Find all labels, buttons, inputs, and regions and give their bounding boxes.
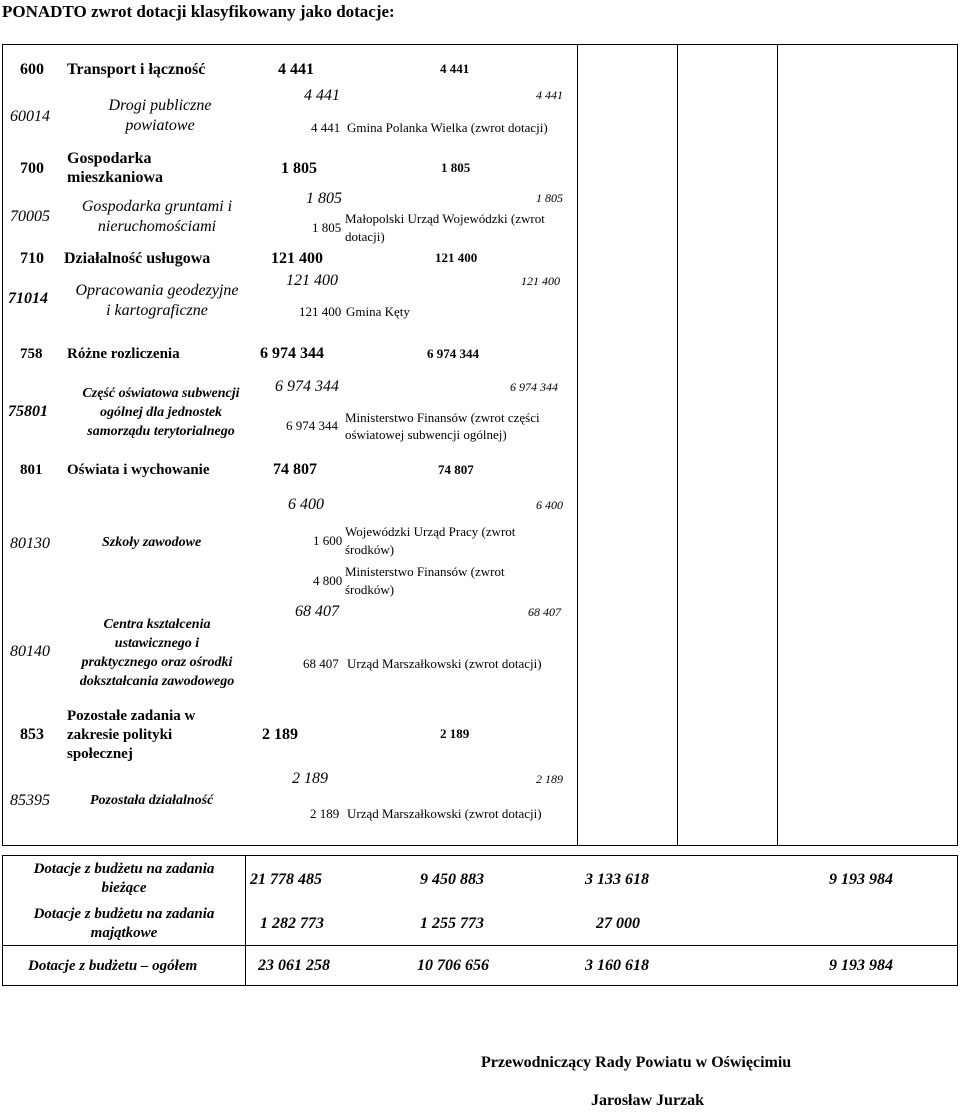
row-80130-amount2: 6 400: [536, 498, 563, 512]
row-700-amount: 1 805: [281, 160, 317, 177]
row-80130-line1-desc-l2: środków): [345, 542, 395, 557]
summary-ogolem-v4: 9 193 984: [829, 957, 893, 974]
row-75801-line-desc-l1: Ministerstwo Finansów (zwrot części: [345, 410, 540, 425]
row-71014-name-l1: Opracowania geodezyjne: [75, 282, 239, 299]
summary-biezace-v3: 3 133 618: [585, 871, 649, 888]
row-600-amount: 4 441: [278, 61, 314, 78]
row-853-name-l2: zakresie polityki: [67, 727, 173, 743]
row-801-amount: 74 807: [273, 461, 317, 478]
summary-majatkowe-label-l1: Dotacje z budżetu na zadania: [33, 906, 215, 922]
row-80140-code: 80140: [10, 643, 50, 660]
summary-majatkowe-v3: 27 000: [596, 915, 640, 932]
row-600-code: 600: [20, 61, 44, 78]
signature-name: Jarosław Jurzak: [591, 1092, 705, 1109]
row-80130-amount: 6 400: [288, 496, 324, 513]
row-60014-amount2: 4 441: [536, 88, 563, 102]
row-80140-name-l1: Centra kształcenia: [103, 617, 211, 632]
row-70005-line-desc-l2: dotacji): [345, 229, 385, 244]
row-758-code: 758: [20, 346, 43, 362]
row-853-name-l3: społecznej: [67, 746, 133, 762]
row-80140-name-l2: ustawicznego i: [114, 636, 200, 651]
page-heading: PONADTO zwrot dotacji klasyfikowany jako dotacje:: [2, 2, 395, 21]
row-758-name: Różne rozliczenia: [67, 346, 180, 362]
row-71014-code: 71014: [8, 290, 48, 307]
row-80130-line2-desc-l2: środków): [345, 582, 395, 597]
row-80130-line2-amount: 4 800: [313, 573, 343, 588]
row-85395-amount2: 2 189: [536, 772, 563, 786]
row-710-code: 710: [20, 250, 44, 267]
row-70005-amount2: 1 805: [536, 191, 563, 205]
summary-biezace-v1: 21 778 485: [250, 871, 322, 888]
row-75801-code: 75801: [8, 403, 48, 420]
row-80140-amount2: 68 407: [528, 605, 561, 619]
row-75801-line-desc-l2: oświatowej subwencji ogólnej): [345, 427, 507, 442]
row-75801-name-l1: Część oświatowa subwencji: [82, 386, 240, 401]
row-710-name: Działalność usługowa: [64, 250, 211, 267]
row-80130-line2-desc-l1: Ministerstwo Finansów (zwrot: [345, 564, 505, 579]
row-801-amount2: 74 807: [438, 462, 474, 477]
row-710-amount: 121 400: [271, 250, 323, 267]
summary-ogolem-v2: 10 706 656: [417, 957, 489, 974]
row-85395-line-amount: 2 189: [310, 806, 340, 821]
signature-title: Przewodniczący Rady Powiatu w Oświęcimiu: [481, 1054, 792, 1071]
summary-biezace-v2: 9 450 883: [420, 871, 484, 888]
row-60014-name-l1: Drogi publiczne: [108, 97, 212, 114]
row-60014-amount: 4 441: [304, 87, 340, 104]
row-80130-line1-desc-l1: Wojewódzki Urząd Pracy (zwrot: [345, 524, 516, 539]
row-75801-line-amount: 6 974 344: [286, 418, 338, 433]
row-60014-name-l2: powiatowe: [125, 117, 195, 134]
row-71014-amount2: 121 400: [521, 274, 560, 288]
row-80130-line1-amount: 1 600: [313, 533, 343, 548]
row-700-amount2: 1 805: [441, 160, 471, 175]
row-85395-code: 85395: [10, 792, 50, 809]
row-75801-amount: 6 974 344: [275, 378, 339, 395]
row-80140-name-l4: dokształcania zawodowego: [79, 674, 235, 689]
row-60014-line-desc: Gmina Polanka Wielka (zwrot dotacji): [347, 120, 548, 135]
row-80140-line-desc: Urząd Marszałkowski (zwrot dotacji): [347, 656, 542, 671]
row-70005-line-amount: 1 805: [312, 220, 342, 235]
row-70005-line-desc-l1: Małopolski Urząd Wojewódzki (zwrot: [345, 211, 545, 226]
row-600-amount2: 4 441: [440, 61, 470, 76]
row-80140-amount: 68 407: [295, 603, 339, 620]
row-801-name: Oświata i wychowanie: [67, 462, 210, 478]
row-700-name-l1: Gospodarka: [67, 150, 152, 167]
summary-majatkowe-v1: 1 282 773: [260, 915, 324, 932]
row-70005-amount: 1 805: [306, 190, 342, 207]
summary-biezace-label-l1: Dotacje z budżetu na zadania: [33, 861, 215, 877]
row-71014-amount: 121 400: [286, 272, 338, 289]
row-75801-name-l2: ogólnej dla jednostek: [99, 405, 223, 420]
row-60014-code: 60014: [10, 108, 50, 125]
row-70005-name-l1: Gospodarka gruntami i: [81, 198, 233, 215]
row-70005-code: 70005: [10, 208, 50, 225]
row-70005-name-l2: nieruchomościami: [97, 218, 217, 235]
row-75801-amount2: 6 974 344: [510, 380, 558, 394]
row-853-amount2: 2 189: [440, 726, 470, 741]
summary-ogolem-v1: 23 061 258: [258, 957, 330, 974]
row-80140-line-amount: 68 407: [303, 656, 339, 671]
row-801-code: 801: [20, 462, 43, 478]
row-853-code: 853: [20, 726, 44, 743]
summary-biezace-label-l2: bieżące: [101, 880, 147, 896]
row-758-amount: 6 974 344: [260, 345, 324, 362]
row-853-name-l1: Pozostałe zadania w: [67, 708, 196, 724]
row-700-code: 700: [20, 160, 44, 177]
row-85395-line-desc: Urząd Marszałkowski (zwrot dotacji): [347, 806, 542, 821]
row-80130-code: 80130: [10, 535, 50, 552]
row-80130-name: Szkoły zawodowe: [102, 535, 202, 550]
row-758-amount2: 6 974 344: [427, 346, 479, 361]
summary-ogolem-v3: 3 160 618: [585, 957, 649, 974]
row-60014-line-amount: 4 441: [311, 120, 341, 135]
row-71014-name-l2: i kartograficzne: [106, 302, 208, 319]
row-600-name: Transport i łączność: [67, 61, 206, 78]
summary-ogolem-label: Dotacje z budżetu – ogółem: [28, 958, 198, 974]
row-710-amount2: 121 400: [435, 250, 478, 265]
row-85395-name: Pozostała działalność: [90, 793, 214, 808]
row-85395-amount: 2 189: [292, 770, 328, 787]
summary-majatkowe-v2: 1 255 773: [420, 915, 484, 932]
row-75801-name-l3: samorządu terytorialnego: [87, 424, 235, 439]
row-853-amount: 2 189: [262, 726, 298, 743]
row-700-name-l2: mieszkaniowa: [67, 169, 163, 186]
summary-biezace-v4: 9 193 984: [829, 871, 893, 888]
summary-majatkowe-label-l2: majątkowe: [90, 925, 158, 941]
row-80140-name-l3: praktycznego oraz ośrodki: [81, 655, 233, 670]
row-71014-line-amount: 121 400: [299, 304, 342, 319]
row-71014-line-desc: Gmina Kęty: [346, 304, 410, 319]
